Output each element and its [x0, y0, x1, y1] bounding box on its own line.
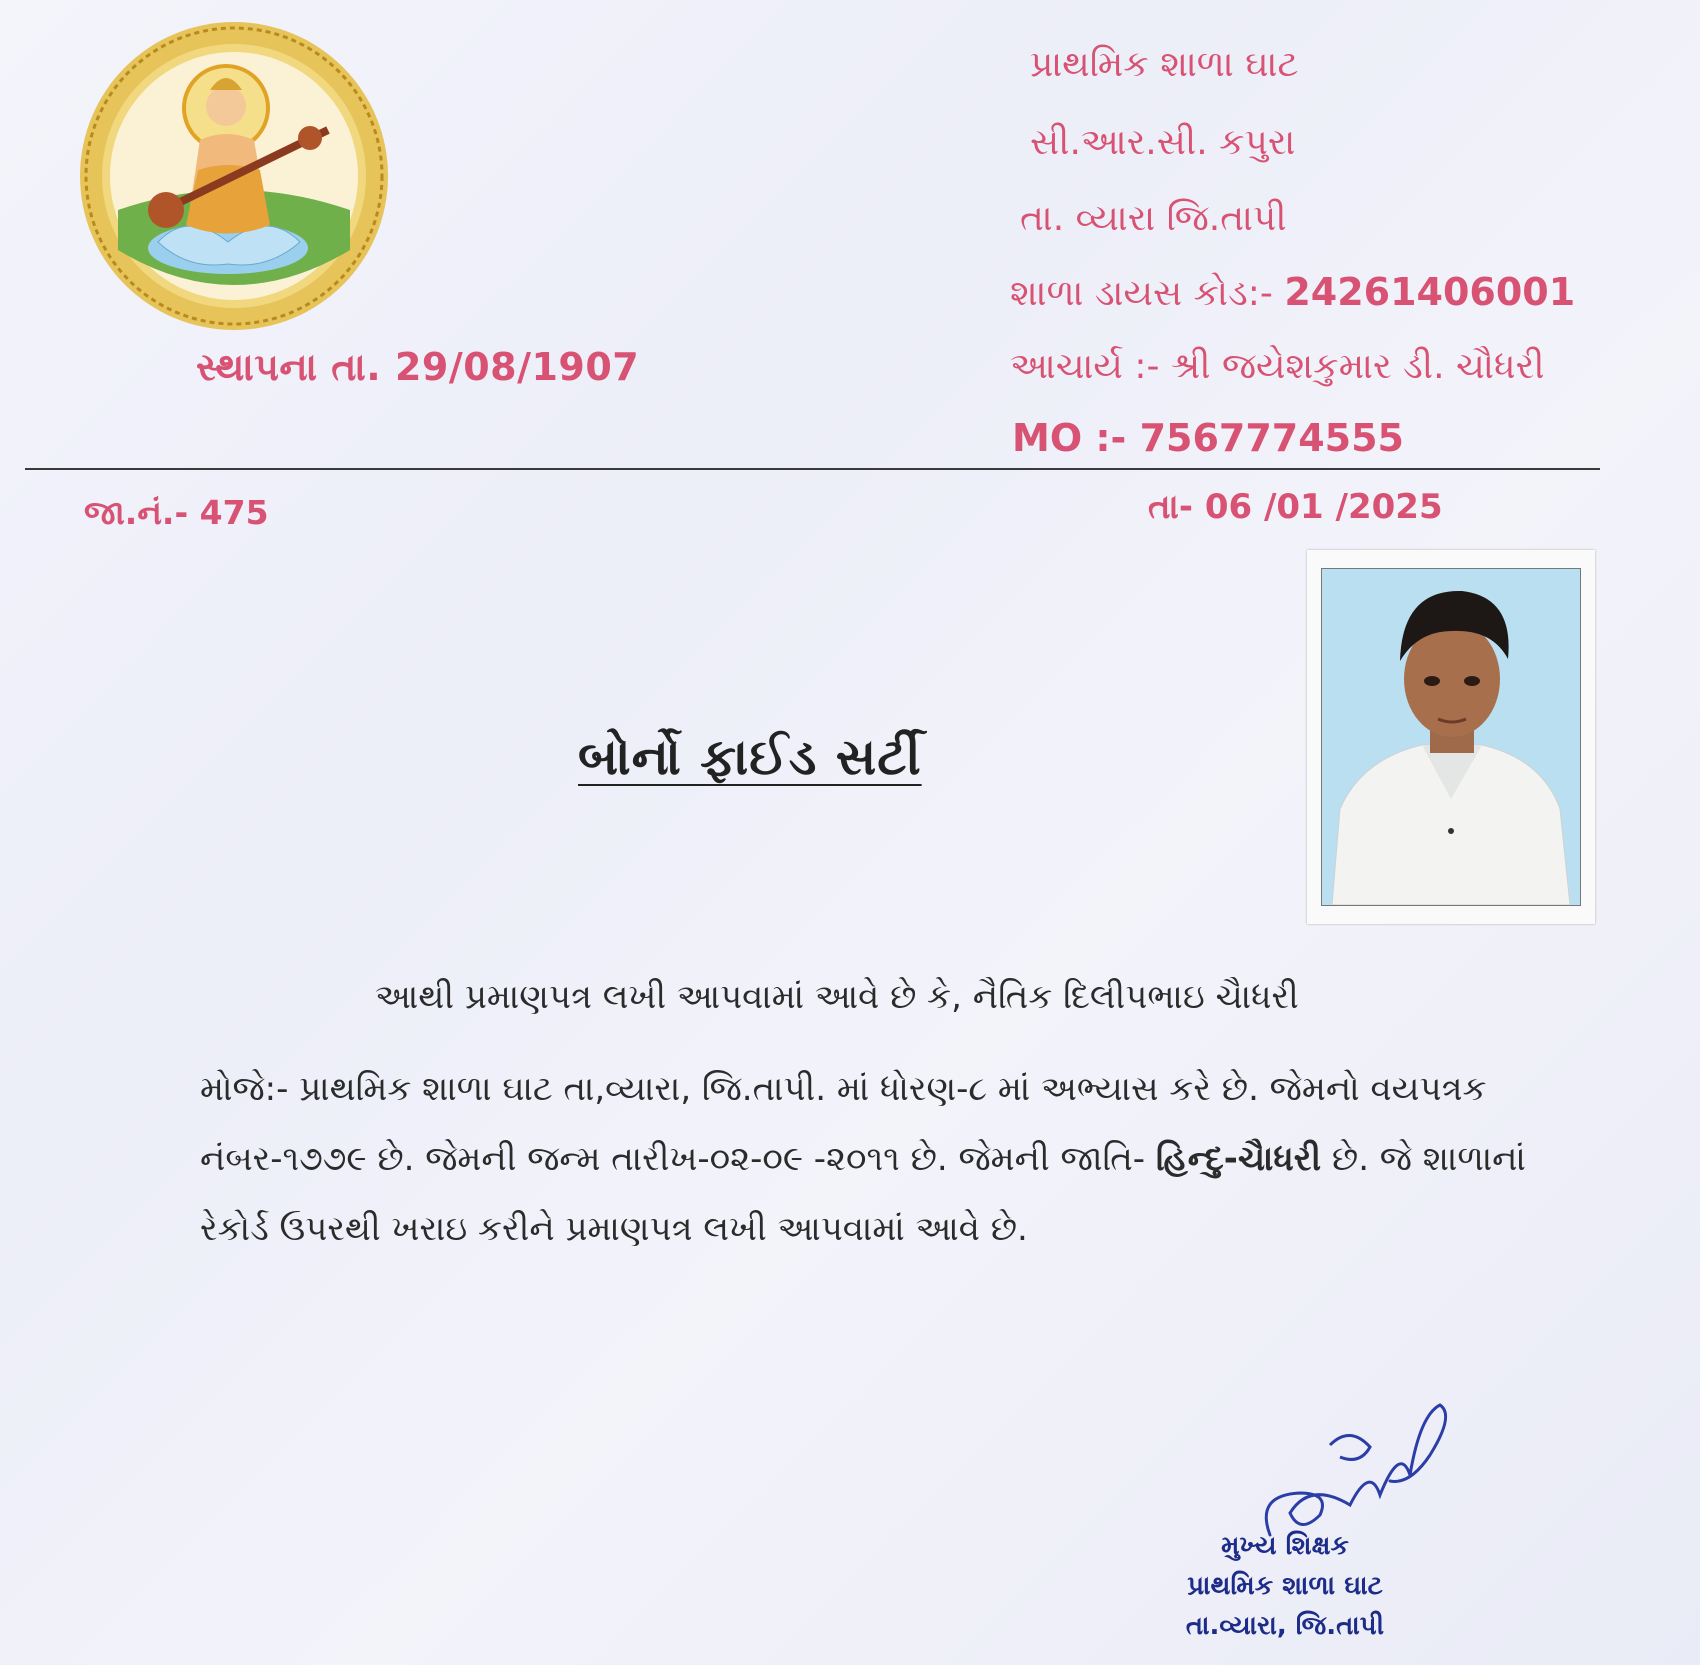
mobile-label: MO :-: [1012, 416, 1127, 460]
stamp-line-3: તા.વ્યારા, જિ.તાપી: [1185, 1611, 1385, 1641]
taluka-district: તા. વ્યારા જિ.તાપી: [1020, 198, 1287, 239]
crc-name: સી.આર.સી. કપુરા: [1030, 122, 1296, 163]
stamp-line-2: પ્રાથમિક શાળા ઘાટ: [1187, 1571, 1383, 1601]
caste-value: હિન્દુ-ચૈાધરી: [1155, 1139, 1322, 1179]
student-photo: [1321, 568, 1581, 906]
stamp-line-1: મુખ્ય શિક્ષક: [1221, 1531, 1349, 1561]
principal-label: આચાર્ય :-: [1010, 346, 1160, 387]
reference-value: 475: [199, 493, 269, 532]
paragraph-2-part-2: છે. જે શાળાનાં રેકોર્ડ ઉપરથી ખરાઇ કરીને પ્રમાણપત્ર લખી આપવામાં આવે છે.: [200, 1139, 1526, 1249]
dise-code-line: [1010, 270, 1575, 315]
saraswati-emblem-icon: [78, 20, 390, 332]
principal-line: [1010, 346, 1545, 388]
issue-date-label: તા-: [1148, 487, 1193, 527]
mobile-number: 7567774555: [1139, 416, 1404, 460]
paragraph-2-part-1: મોજે:- પ્રાથમિક શાળા ઘાટ તા,વ્યારા, જિ.તાપી. માં ધોરણ-૮ માં અભ્યાસ કરે છે. જેમનો વયપત્રક નંબર-૧૭૭૯ છે. જેમની જન્મ તારીખ-૦૨-૦૯ -૨૦૧૧ છે. જેમની જાતિ-: [200, 1069, 1487, 1179]
certificate-paragraph-1: આથી પ્રમાણપત્ર લખી આપવામાં આવે છે કે, નૈતિક દિલીપભાઇ ચૈાધરી: [375, 977, 1299, 1017]
handwritten-signature-icon: [1260, 1385, 1460, 1545]
issue-date: [1148, 487, 1443, 527]
certificate-paragraph-2: [200, 1054, 1570, 1264]
mobile-line: [1012, 416, 1404, 460]
student-photo-icon: [1322, 569, 1580, 905]
issue-date-value: 06 /01 /2025: [1204, 487, 1443, 527]
principal-name: શ્રી જયેશકુમાર ડી. ચૌધરી: [1170, 346, 1545, 387]
established-date: સ્થાપના તા. 29/08/1907: [196, 345, 640, 389]
photo-frame: [1307, 550, 1595, 924]
reference-label: જા.નં.-: [84, 493, 189, 532]
header-divider: [25, 468, 1600, 470]
signature-stamp: [1160, 1526, 1410, 1646]
dise-code-label: શાળા ડાયસ કોડ:-: [1010, 273, 1273, 314]
certificate-title: બોર્નો ફાઈડ સર્ટી: [578, 728, 922, 786]
school-name: પ્રાથમિક શાળા ઘાટ: [1030, 44, 1299, 85]
reference-number: [84, 493, 269, 533]
dise-code-value: 24261406001: [1284, 270, 1576, 314]
